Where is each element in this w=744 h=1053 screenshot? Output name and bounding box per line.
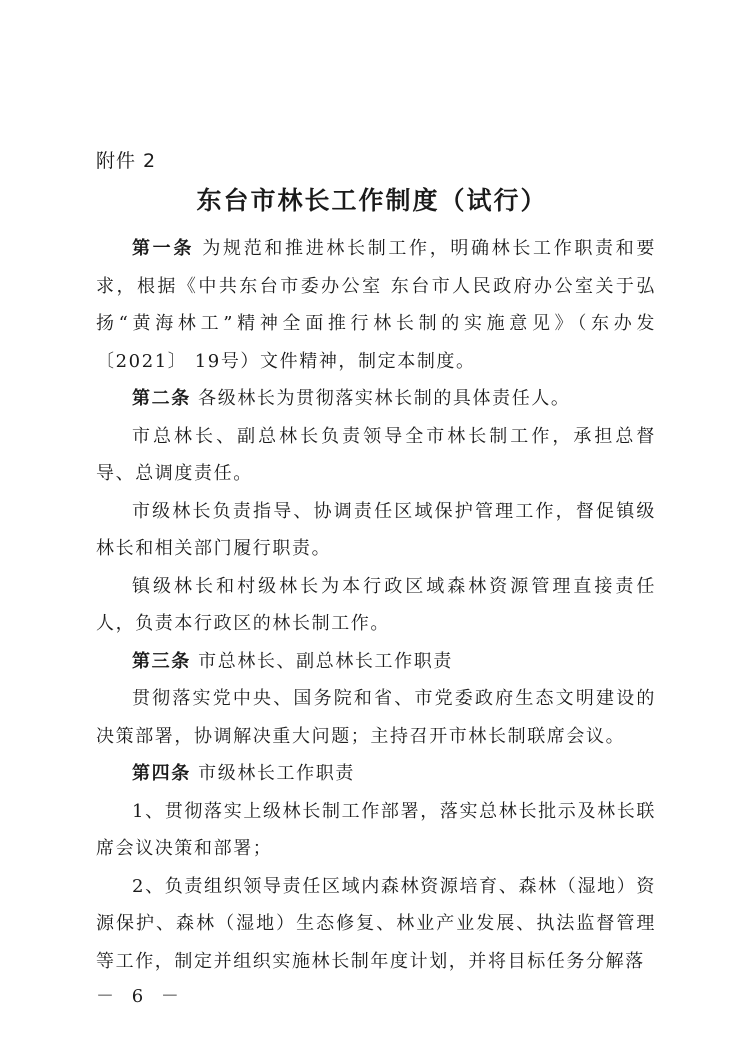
- paragraph-text: 各级林长为贯彻落实林长制的具体责任人。: [190, 388, 571, 409]
- paragraph: [96, 793, 656, 868]
- document-title: 东台市林长工作制度（试行）: [196, 186, 548, 215]
- paragraph-text: 1、贯彻落实上级林长制工作部署，落实总林长批示及林长联席会议决策和部署；: [96, 800, 656, 859]
- paragraph-article-1: [96, 230, 656, 380]
- article-heading: 第三条: [132, 650, 191, 672]
- paragraph: [96, 418, 656, 493]
- paragraph-article-3: [96, 643, 656, 681]
- paragraph-text: 镇级林长和村级林长为本行政区域森林资源管理直接责任人，负责本行政区的林长制工作。: [96, 575, 656, 634]
- paragraph-text: 贯彻落实党中央、国务院和省、市党委政府生态文明建设的决策部署，协调解决重大问题；主持召开市林长制联席会议。: [96, 688, 656, 747]
- attachment-label: 附件 2: [96, 150, 157, 172]
- paragraph-text: 市总林长、副总林长负责领导全市林长制工作，承担总督导、总调度责任。: [96, 425, 656, 484]
- page-number: － 6 －: [96, 986, 185, 1007]
- document-body: [96, 230, 656, 980]
- paragraph-article-2: [96, 380, 656, 418]
- paragraph-text: 2、负责组织领导责任区域内森林资源培育、森林（湿地）资源保护、森林（湿地）生态修复、林业产业发展、执法监督管理等工作，制定并组织实施林长制年度计划，并将目标任务分解落: [96, 875, 656, 972]
- paragraph: [96, 868, 656, 981]
- article-heading: 第二条: [132, 388, 191, 409]
- paragraph: [96, 568, 656, 643]
- paragraph: [96, 680, 656, 755]
- paragraph-text: 为规范和推进林长制工作，明确林长工作职责和要求，根据《中共东台市委办公室 东台市人民政府办公室关于弘扬“黄海林工”精神全面推行林长制的实施意见》（东办发〔2021〕 19号）文件精神，制定本制度。: [96, 238, 656, 372]
- paragraph: [96, 493, 656, 568]
- paragraph-text: 市级林长工作职责: [190, 763, 355, 784]
- article-heading: 第一条: [132, 238, 194, 259]
- paragraph-text: 市总林长、副总林长工作职责: [190, 650, 453, 672]
- paragraph-article-4: [96, 755, 656, 793]
- paragraph-text: 市级林长负责指导、协调责任区域保护管理工作，督促镇级林长和相关部门履行职责。: [96, 500, 656, 559]
- article-heading: 第四条: [132, 763, 191, 784]
